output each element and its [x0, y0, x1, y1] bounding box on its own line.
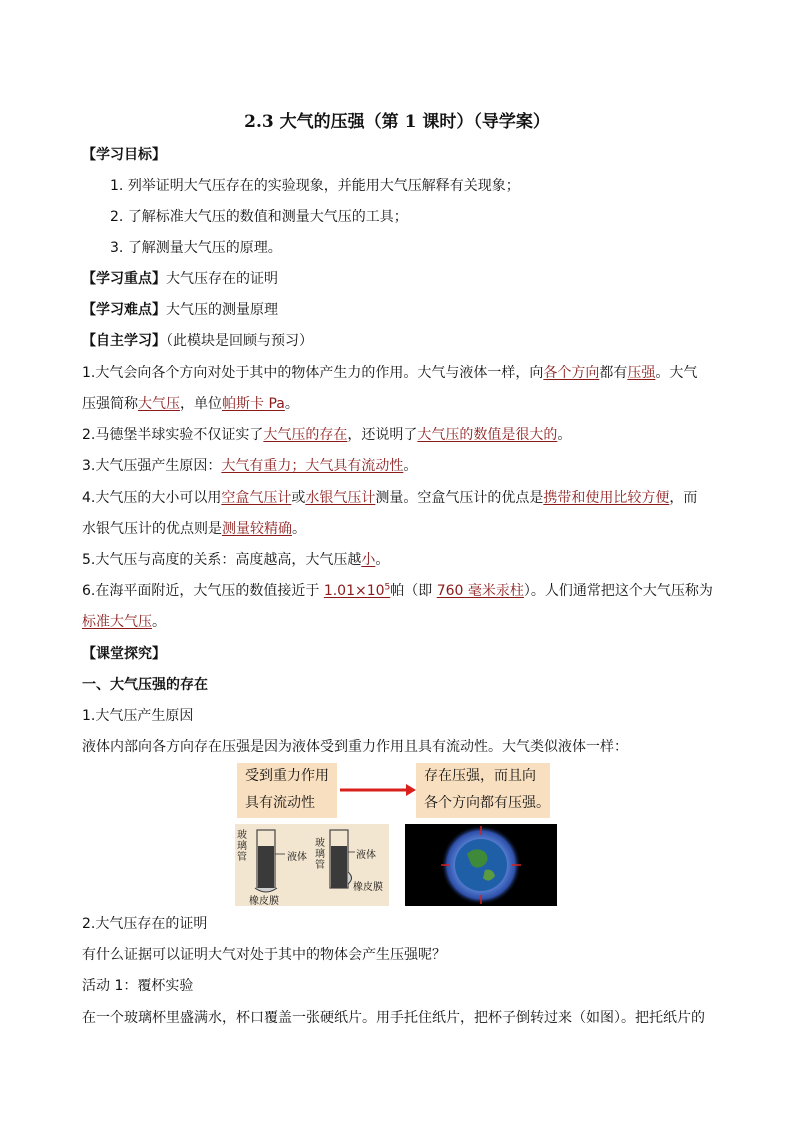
- goal-item-1: 1. 列举证明大气压存在的实验现象，并能用大气压解释有关现象；: [110, 178, 520, 194]
- class-explore-heading: 【课堂探究】: [82, 646, 166, 662]
- key-point: 【学习重点】大气压存在的证明: [82, 271, 278, 287]
- page-title: 2.3 大气的压强（第 1 课时）（导学案）: [244, 112, 550, 132]
- membrane-label-2: 橡皮膜: [353, 882, 383, 893]
- subsection-1: 1.大气压产生原因: [82, 708, 194, 724]
- goal-item-2: 2. 了解标准大气压的数值和测量大气压的工具；: [110, 209, 408, 225]
- goals-heading: 【学习目标】: [82, 147, 166, 163]
- goal-item-3: 3. 了解测量大气压的原理。: [110, 240, 282, 256]
- membrane-label-1: 橡皮膜: [249, 896, 279, 906]
- self-study-q4-line2: 水银气压计的优点则是测量较精确。: [82, 521, 306, 537]
- section-1-heading: 一、大气压强的存在: [82, 677, 208, 693]
- self-study-q6-line1: 6.在海平面附近，大气压的数值接近于 $1.01\times 10^5$帕（即 760 毫米汞柱）。人们通常把这个大气压称为: [82, 582, 713, 599]
- earth-figure: [405, 824, 557, 906]
- activity-1: 活动 1：覆杯实验: [82, 978, 194, 994]
- paragraph-3: 在一个玻璃杯里盛满水，杯口覆盖一张硬纸片。用手托住纸片，把杯子倒转过来（如图）。把托纸片的: [82, 1010, 705, 1026]
- self-study-q1-line1: 1.大气会向各个方向对处于其中的物体产生力的作用。大气与液体一样，向各个方向都有压强。大气: [82, 365, 698, 381]
- tube-figure: [235, 824, 389, 906]
- self-study-heading: 【自主学习】（此模块是回顾与预习）: [82, 333, 313, 349]
- self-study-q6-line2: 标准大气压。: [82, 614, 166, 630]
- paragraph-2: 有什么证据可以证明大气对处于其中的物体会产生压强呢？: [82, 947, 446, 963]
- glass-tube-label-2: 玻 璃 管: [315, 838, 325, 871]
- subsection-2: 2.大气压存在的证明: [82, 916, 208, 932]
- arrow-icon: [338, 783, 418, 797]
- cause-box: 受到重力作用 具有流动性: [237, 763, 337, 818]
- difficulty: 【学习难点】大气压的测量原理: [82, 302, 278, 318]
- self-study-q3: 3.大气压强产生原因：大气有重力；大气具有流动性。: [82, 458, 418, 474]
- self-study-q1-line2: 压强简称大气压，单位帕斯卡 Pa。: [82, 396, 299, 412]
- paragraph-1: 液体内部向各方向存在压强是因为液体受到重力作用且具有流动性。大气类似液体一样：: [82, 739, 628, 755]
- self-study-q4-line1: 4.大气压的大小可以用空盒气压计或水银气压计测量。空盒气压计的优点是携带和使用比较方便，而: [82, 490, 698, 506]
- self-study-q2: 2.马德堡半球实验不仅证实了大气压的存在，还说明了大气压的数值是很大的。: [82, 427, 572, 443]
- self-study-q5: 5.大气压与高度的关系：高度越高，大气压越小。: [82, 552, 390, 568]
- liquid-label-1: 液体: [287, 852, 307, 863]
- glass-tube-label-1: 玻 璃 管: [237, 830, 247, 863]
- result-box: 存在压强，而且向 各个方向都有压强。: [416, 763, 550, 818]
- liquid-label-2: 液体: [356, 850, 376, 861]
